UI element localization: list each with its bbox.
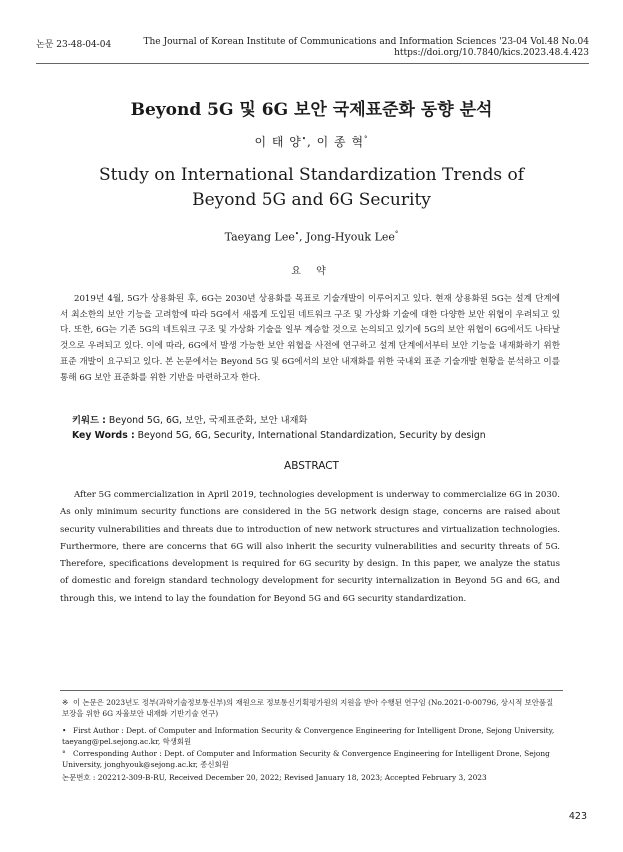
footnote-first-author-text: First Author : Dept. of Computer and Information Security & Convergence Engineering for Intelligent Drone, Sejong University, taeyang@pel.sejong.ac.kr, 학생회원 [62, 726, 555, 746]
footnote-first-author-mark: • [62, 726, 67, 735]
page-number: 423 [568, 811, 587, 822]
keywords-english-label: Key Words : [72, 430, 135, 441]
keywords-english [72, 430, 562, 441]
keywords-korean [72, 412, 562, 426]
english-abstract-heading: ABSTRACT [284, 460, 339, 472]
korean-abstract-text: 2019년 4월, 5G가 상용화된 후, 6G는 2030년 상용화를 목표로 기술개발이 이루어지고 있다. 현재 상용화된 5G는 설계 단계에서 최소한의 보안 기능을 고려함에 따라 5G에서 새롭게 도입된 네트워크 구조 및 가상화 기술에 대한 다양한 보안 위협이 우려되고 있다. 또한, 6G는 기존 5G의 네트워크 구조 및 가상화 기술을 일부 계승할 것으로 논의되고 있기에 5G의 보안 위협이 6G에서도 나타날 것으로 우려되고 있다. 이에 따라, 6G에서 발생 가능한 보안 위협을 사전에 연구하고 설계 단계에서부터 보안 기능을 내재화하기 위한 표준 개발이 요구되고 있다. 본 논문에서는 Beyond 5G 및 6G에서의 보안 내재화를 위한 국내외 표준 기술개발 현황을 분석하고 이를 통해 6G 보안 표준화를 위한 기반을 마련하고자 한다. [60, 294, 560, 383]
first-author-mark: • [301, 135, 307, 143]
paper-id: 논문 23-48-04-04 [36, 40, 112, 50]
corresponding-author-mark: ° [364, 135, 369, 143]
footnote-divider [60, 690, 563, 691]
footnote-paper-number: 논문번호 : 202212-309-B-RU, Received December 20, 2022; Revised January 18, 2023; Accepted February 3, 2023 [62, 773, 487, 782]
footnote-funding [62, 697, 562, 719]
footnote-first-author [62, 725, 562, 747]
keywords-korean-value: Beyond 5G, 6G, 보안, 국제표준화, 보안 내재화 [108, 415, 308, 426]
title-english [60, 163, 563, 213]
author-separator-en: , [299, 230, 307, 244]
author-2-en: Jong-Hyouk Lee [306, 230, 395, 244]
author-1-ko: 이 태 양 [254, 135, 302, 149]
korean-abstract-heading: 요 약 [291, 266, 332, 277]
authors-korean [0, 133, 623, 150]
footnote-corresponding-author [62, 748, 562, 770]
footnote-corresponding-mark: ° [62, 749, 66, 758]
footnote-funding-mark: ※ [62, 698, 69, 707]
title-english-line-1: Study on International Standardization Trends of [98, 165, 525, 185]
keywords-korean-label: 키워드 : [72, 415, 106, 426]
authors-english [0, 230, 623, 244]
keywords-english-value: Beyond 5G, 6G, Security, International Standardization, Security by design [137, 430, 486, 441]
title-english-line-2: Beyond 5G and 6G Security [192, 190, 431, 210]
title-korean: Beyond 5G 및 6G 보안 국제표준화 동향 분석 [130, 100, 493, 120]
author-separator: , [307, 135, 317, 149]
header-divider [36, 63, 589, 64]
footnote-corresponding-text: Corresponding Author : Dept. of Computer and Information Security & Convergence Engineering for Intelligent Drone, Sejong University, jonghyouk@sejong.ac.kr, 종신회원 [62, 749, 550, 769]
english-abstract-text: After 5G commercialization in April 2019, technologies development is underway to commercialize 6G in 2030. As only minimum security functions are considered in the 5G network design stage, concerns are raised about security vulnerabilities and threats due to introduction of new network structures and virtualization technologies. Furthermore, there are concerns that 6G will also inherit the security vulnerabilities and security threats of 5G. Therefore, specifications development is required for 6G security by design. In this paper, we analyze the status of domestic and foreign standard technology development for security internalization in Beyond 5G and 6G, and through this, we intend to lay the foundation for Beyond 5G and 6G security standardization. [60, 490, 560, 604]
journal-header [129, 37, 589, 59]
author-1-en: Taeyang Lee [224, 230, 295, 244]
journal-name: The Journal of Korean Institute of Communications and Information Sciences '23-04 Vol.48 No.04 [143, 37, 589, 47]
footnote-funding-text: 이 논문은 2023년도 정부(과학기술정보통신부)의 재원으로 정보통신기획평가원의 지원을 받아 수행된 연구임 (No.2021-0-00796, 상시적 보안품질 보장을 위한 6G 자율보안 내재화 기반기술 연구) [62, 698, 554, 718]
doi-link[interactable]: https://doi.org/10.7840/kics.2023.48.4.423 [394, 48, 589, 58]
author-2-ko: 이 종 혁 [316, 135, 365, 149]
first-author-mark-en: • [294, 230, 300, 238]
corresponding-author-mark-en: ° [394, 230, 399, 238]
